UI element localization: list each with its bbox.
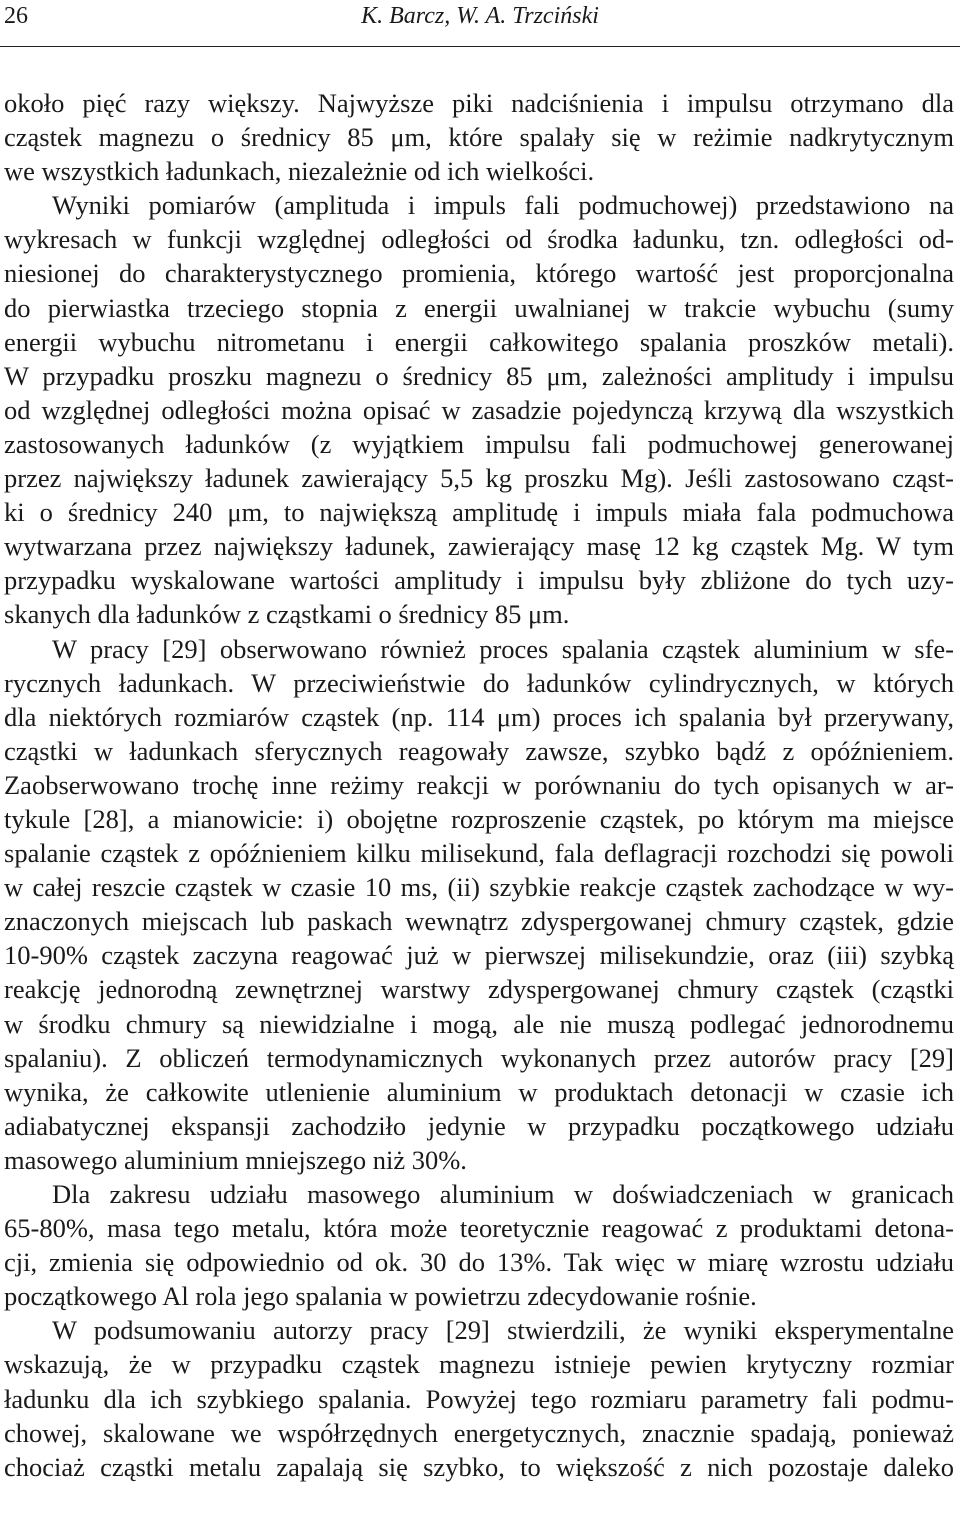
text-line: chociaż cząstki metalu zapalają się szybko, to większość z nich pozostaje daleko [4, 1451, 954, 1482]
text-line: rycznych ładunkach. W przeciwieństwie do ładunków cylindrycznych, w których [4, 667, 954, 698]
text-line: chowej, skalowane we współrzędnych energetycznych, znacznie spadają, ponieważ [4, 1417, 954, 1448]
text-line: znaczonych miejscach lub paskach wewnątrz zdyspergowanej chmury cząstek, gdzie [4, 906, 954, 937]
text-line: W pracy [29] obserwowano również proces spalania cząstek aluminium w sfe- [52, 633, 954, 664]
text-line: W przypadku proszku magnezu o średnicy 85 μm, zależności amplitudy i impulsu [4, 360, 954, 391]
text-line: wykresach w funkcji względnej odległości od środka ładunku, tzn. odległości od- [4, 224, 954, 255]
header-authors: K. Barcz, W. A. Trzciński [361, 3, 599, 29]
text-line: reakcję jednorodną zewnętrznej warstwy zdyspergowanej chmury cząstek (cząstki [4, 974, 954, 1005]
text-line: we wszystkich ładunkach, niezależnie od ich wielkości. [4, 156, 595, 187]
text-line: cząstki w ładunkach sferycznych reagowały zawsze, szybko bądź z opóźnieniem. [4, 735, 954, 766]
text-line: 10-90% cząstek zaczyna reagować już w pierwszej milisekundzie, oraz (iii) szybką [4, 940, 954, 971]
text-line: Wyniki pomiarów (amplituda i impuls fali podmuchowej) przedstawiono na [52, 190, 954, 221]
text-line: tykule [28], a mianowicie: i) obojętne rozproszenie cząstek, po którym ma miejsce [4, 803, 954, 834]
text-line: w środku chmury są niewidzialne i mogą, ale nie muszą podlegać jednorodnemu [4, 1008, 954, 1039]
text-line: masowego aluminium mniejszego niż 30%. [4, 1144, 467, 1175]
text-line: wynika, że całkowite utlenienie aluminium w produktach detonacji w czasie ich [4, 1076, 954, 1107]
text-line: skanych dla ładunków z cząstkami o średnicy 85 μm. [4, 599, 570, 630]
text-line: przypadku wyskalowane wartości amplitudy i impulsu były zbliżone do tych uzy- [4, 565, 954, 596]
text-line: cząstek magnezu o średnicy 85 μm, które spalały się w reżimie nadkrytycznym [4, 122, 954, 153]
text-line: Zaobserwowano trochę inne reżimy reakcji w porównaniu do tych opisanych w ar- [4, 769, 954, 800]
text-line: przez największy ładunek zawierający 5,5 kg proszku Mg). Jeśli zastosowano cząst- [4, 463, 954, 494]
text-line: spalaniu). Z obliczeń termodynamicznych wykonanych przez autorów pracy [29] [4, 1042, 954, 1073]
text-line: wskazują, że w przypadku cząstek magnezu istnieje pewien krytyczny rozmiar [4, 1349, 954, 1380]
text-line: adiabatycznej ekspansji zachodziło jedynie w przypadku początkowego udziału [4, 1110, 954, 1141]
text-line: energii wybuchu nitrometanu i energii całkowitego spalania proszków metali). [4, 326, 954, 357]
running-header [0, 0, 960, 47]
text-line: początkowego Al rola jego spalania w powietrzu zdecydowanie rośnie. [4, 1281, 757, 1312]
text-line: spalanie cząstek z opóźnieniem kilku milisekund, fala deflagracji rozchodzi się powoli [4, 838, 954, 869]
text-line: około pięć razy większy. Najwyższe piki nadciśnienia i impulsu otrzymano dla [4, 88, 954, 118]
text-line: do pierwiastka trzeciego stopnia z energii uwalnianej w trakcie wybuchu (sumy [4, 292, 954, 323]
text-line: W podsumowaniu autorzy pracy [29] stwierdzili, że wyniki eksperymentalne [52, 1315, 954, 1346]
text-line: 65-80%, masa tego metalu, która może teoretycznie reagować z produktami detona- [4, 1213, 954, 1244]
text-line: w całej reszcie cząstek w czasie 10 ms, (ii) szybkie reakcje cząstek zachodzące w wy- [4, 872, 954, 903]
text-line: ki o średnicy 240 μm, to największą amplitudę i impuls miała fala podmuchowa [4, 497, 954, 528]
text-line: cji, zmienia się odpowiednio od ok. 30 do 13%. Tak więc w miarę wzrostu udziału [4, 1247, 954, 1278]
page-number: 26 [4, 3, 28, 29]
text-line: od względnej odległości można opisać w zasadzie pojedynczą krzywą dla wszystkich [4, 394, 954, 425]
text-line: wytwarzana przez największy ładunek, zawierający masę 12 kg cząstek Mg. W tym [4, 531, 954, 562]
body-text [4, 86, 954, 1484]
text-line: niesionej do charakterystycznego promienia, którego wartość jest proporcjonalna [4, 258, 954, 289]
text-line: zastosowanych ładunków (z wyjątkiem impulsu fali podmuchowej generowanej [4, 428, 954, 459]
text-line: dla niektórych rozmiarów cząstek (np. 114 μm) proces ich spalania był przerywany, [4, 701, 954, 732]
text-line: ładunku dla ich szybkiego spalania. Powyżej tego rozmiaru parametry fali podmu- [4, 1383, 954, 1414]
text-line: Dla zakresu udziału masowego aluminium w doświadczeniach w granicach [52, 1179, 954, 1209]
